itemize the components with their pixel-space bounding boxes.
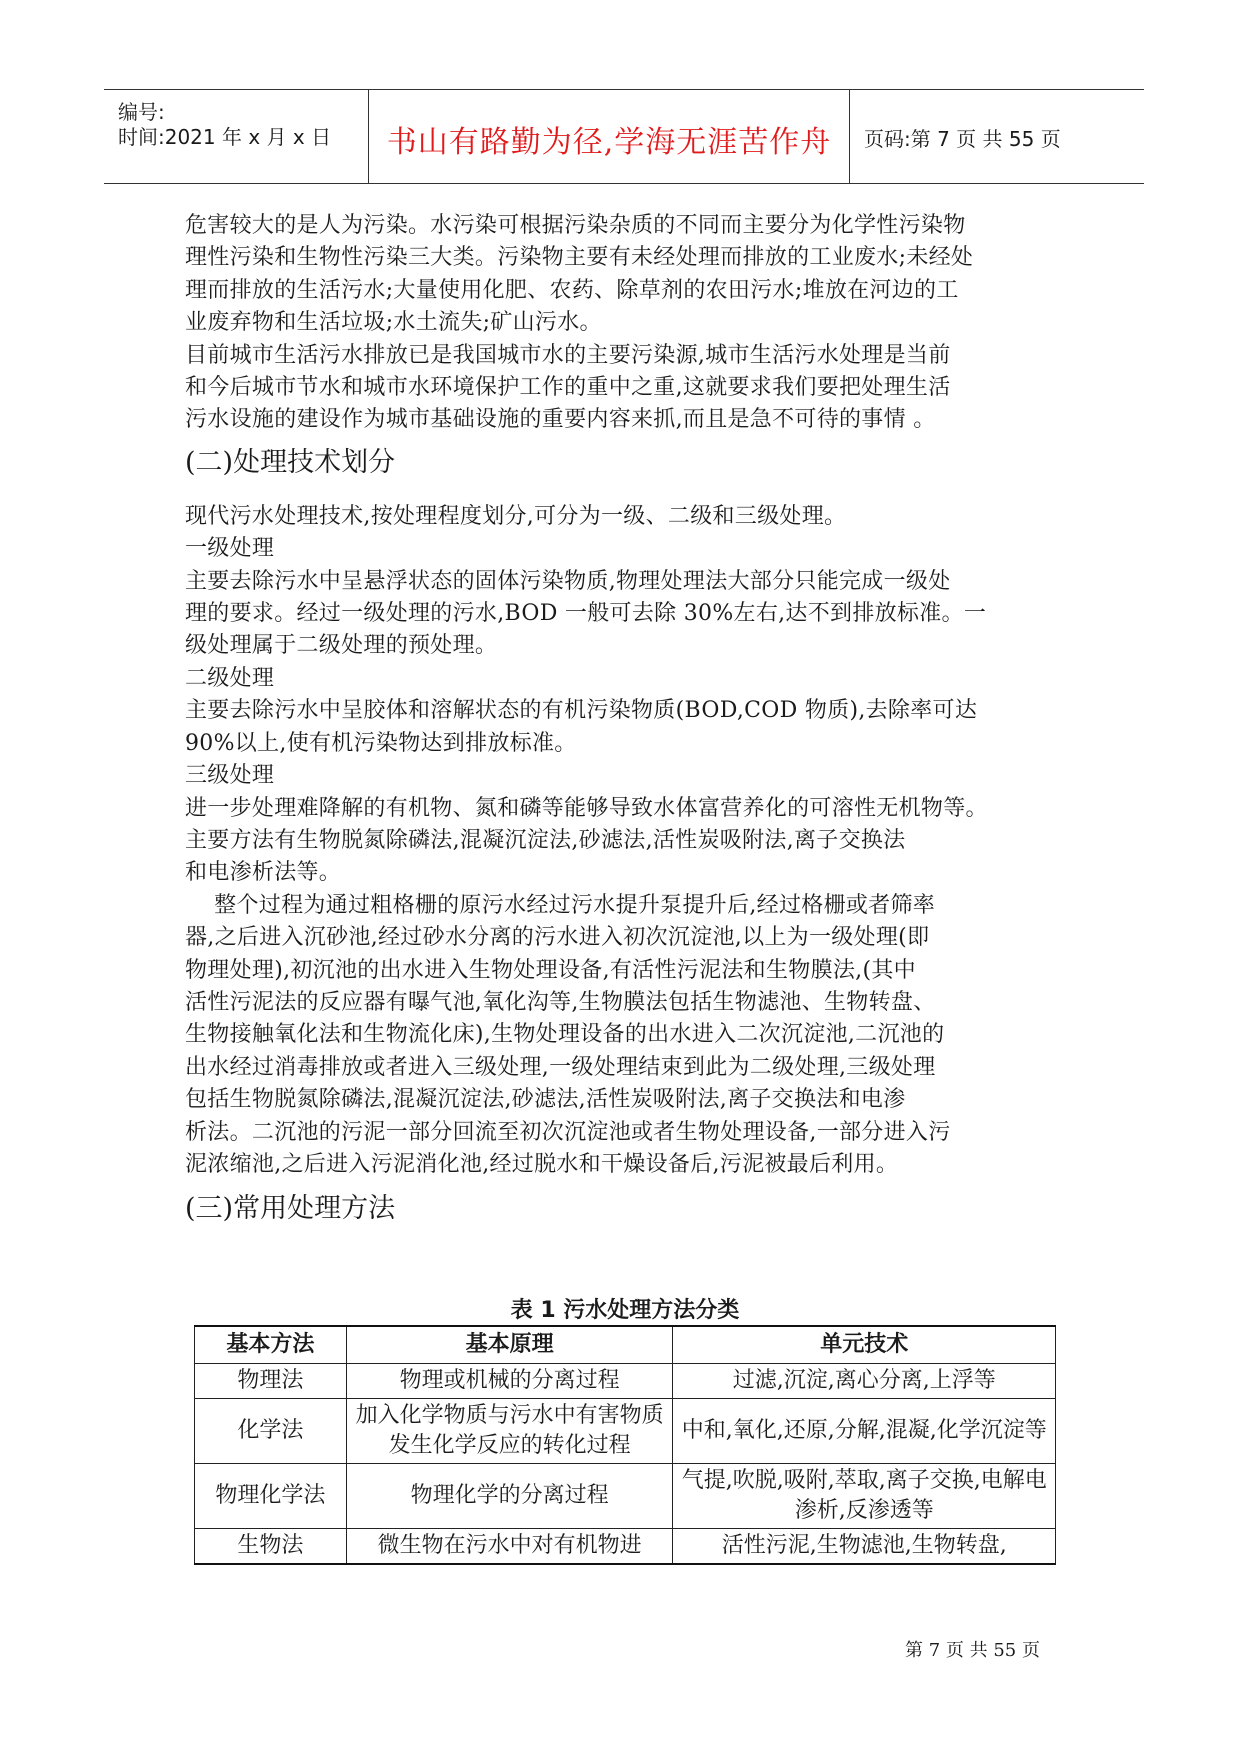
text-line: 和今后城市节水和城市水环境保护工作的重中之重,这就要求我们要把处理生活	[185, 375, 951, 401]
page-header	[104, 89, 1144, 184]
page-footer: 第 7 页 共 55 页	[905, 1640, 1040, 1661]
text-line: 理性污染和生物性污染三大类。污染物主要有未经处理而排放的工业废水;未经处	[185, 245, 974, 271]
technique-cell: 过滤,沉淀,离心分离,上浮等	[673, 1364, 1056, 1399]
text-line: 现代污水处理技术,按处理程度划分,可分为一级、二级和三级处理。	[185, 503, 847, 529]
section-heading-3: (三)常用处理方法	[185, 1193, 396, 1225]
column-header: 基本方法	[195, 1326, 347, 1364]
method-cell: 物理化学法	[195, 1464, 347, 1529]
text-line: 主要去除污水中呈胶体和溶解状态的有机污染物质(BOD,COD 物质),去除率可达	[185, 698, 978, 724]
paragraph-treatment-levels	[185, 501, 1070, 1182]
text-line: 析法。二沉池的污泥一部分回流至初次沉淀池或者生物处理设备,一部分进入污	[185, 1119, 951, 1145]
principle-cell: 物理或机械的分离过程	[346, 1364, 673, 1399]
text-line: 整个过程为通过粗格栅的原污水经过污水提升泵提升后,经过格栅或者筛率	[185, 892, 936, 918]
text-line: 二级处理	[185, 665, 275, 691]
method-cell: 化学法	[195, 1399, 347, 1464]
column-header: 基本原理	[346, 1326, 673, 1364]
text-line: 理的要求。经过一级处理的污水,BOD 一般可去除 30%左右,达不到排放标准。一	[185, 601, 987, 627]
text-line: 包括生物脱氮除磷法,混凝沉淀法,砂滤法,活性炭吸附法,离子交换法和电渗	[185, 1087, 906, 1113]
text-line: 器,之后进入沉砂池,经过砂水分离的污水进入初次沉淀池,以上为一级处理(即	[185, 925, 930, 951]
technique-cell: 活性污泥,生物滤池,生物转盘,	[673, 1529, 1056, 1565]
text-line: 三级处理	[185, 763, 275, 789]
text-line: 危害较大的是人为污染。水污染可根据污染杂质的不同而主要分为化学性污染物	[185, 213, 966, 238]
header-left-cell	[104, 90, 369, 183]
motto-text: 书山有路勤为径,学海无涯苦作舟	[386, 125, 832, 160]
text-line: 活性污泥法的反应器有曝气池,氧化沟等,生物膜法包括生物滤池、生物转盘、	[185, 989, 936, 1015]
text-line: 主要去除污水中呈悬浮状态的固体污染物质,物理处理法大部分只能完成一级处	[185, 568, 951, 594]
table-row	[195, 1364, 1056, 1399]
table-row	[195, 1529, 1056, 1565]
text-line: 业废弃物和生活垃圾;水土流失;矿山污水。	[185, 310, 602, 336]
header-motto-cell	[369, 90, 850, 183]
table-header-row	[195, 1326, 1056, 1364]
principle-cell: 物理化学的分离过程	[346, 1464, 673, 1529]
header-right-cell	[850, 90, 1144, 183]
principle-cell: 加入化学物质与污水中有害物质发生化学反应的转化过程	[346, 1399, 673, 1464]
column-header: 单元技术	[673, 1326, 1056, 1364]
technique-cell: 中和,氧化,还原,分解,混凝,化学沉淀等	[673, 1399, 1056, 1464]
text-line: 级处理属于二级处理的预处理。	[185, 633, 498, 659]
number-label: 编号:	[118, 100, 165, 124]
time-label: 时间:2021 年 x 月 x 日	[118, 125, 332, 149]
text-line: 进一步处理难降解的有机物、氮和磷等能够导致水体富营养化的可溶性无机物等。	[185, 795, 988, 821]
methods-table	[194, 1325, 1056, 1565]
page-code: 页码:第 7 页 共 55 页	[864, 127, 1061, 151]
document-body	[185, 210, 1070, 1247]
text-line: 主要方法有生物脱氮除磷法,混凝沉淀法,砂滤法,活性炭吸附法,离子交换法	[185, 827, 906, 853]
text-line: 物理处理),初沉池的出水进入生物处理设备,有活性污泥法和生物膜法,(其中	[185, 957, 916, 983]
technique-cell: 气提,吹脱,吸附,萃取,离子交换,电解电渗析,反渗透等	[673, 1464, 1056, 1529]
text-line: 出水经过消毒排放或者进入三级处理,一级处理结束到此为二级处理,三级处理	[185, 1054, 936, 1080]
text-line: 目前城市生活污水排放已是我国城市水的主要污染源,城市生活污水处理是当前	[185, 342, 951, 368]
text-line: 生物接触氧化法和生物流化床),生物处理设备的出水进入二次沉淀池,二沉池的	[185, 1022, 945, 1048]
method-cell: 生物法	[195, 1529, 347, 1565]
text-line: 一级处理	[185, 536, 275, 562]
table-caption: 表 1 污水处理方法分类	[510, 1298, 740, 1323]
method-cell: 物理法	[195, 1364, 347, 1399]
table-row	[195, 1464, 1056, 1529]
paragraph-pollution	[185, 210, 1070, 437]
principle-cell: 微生物在污水中对有机物进	[346, 1529, 673, 1565]
text-line: 和电渗析法等。	[185, 860, 342, 886]
text-line: 污水设施的建设作为城市基础设施的重要内容来抓,而且是急不可待的事情 。	[185, 407, 936, 433]
text-line: 理而排放的生活污水;大量使用化肥、农药、除草剂的农田污水;堆放在河边的工	[185, 277, 959, 303]
text-line: 90%以上,使有机污染物达到排放标准。	[185, 730, 577, 756]
text-line: 泥浓缩池,之后进入污泥消化池,经过脱水和干燥设备后,污泥被最后利用。	[185, 1151, 899, 1177]
table-row	[195, 1399, 1056, 1464]
section-heading-2: (二)处理技术划分	[185, 446, 396, 478]
